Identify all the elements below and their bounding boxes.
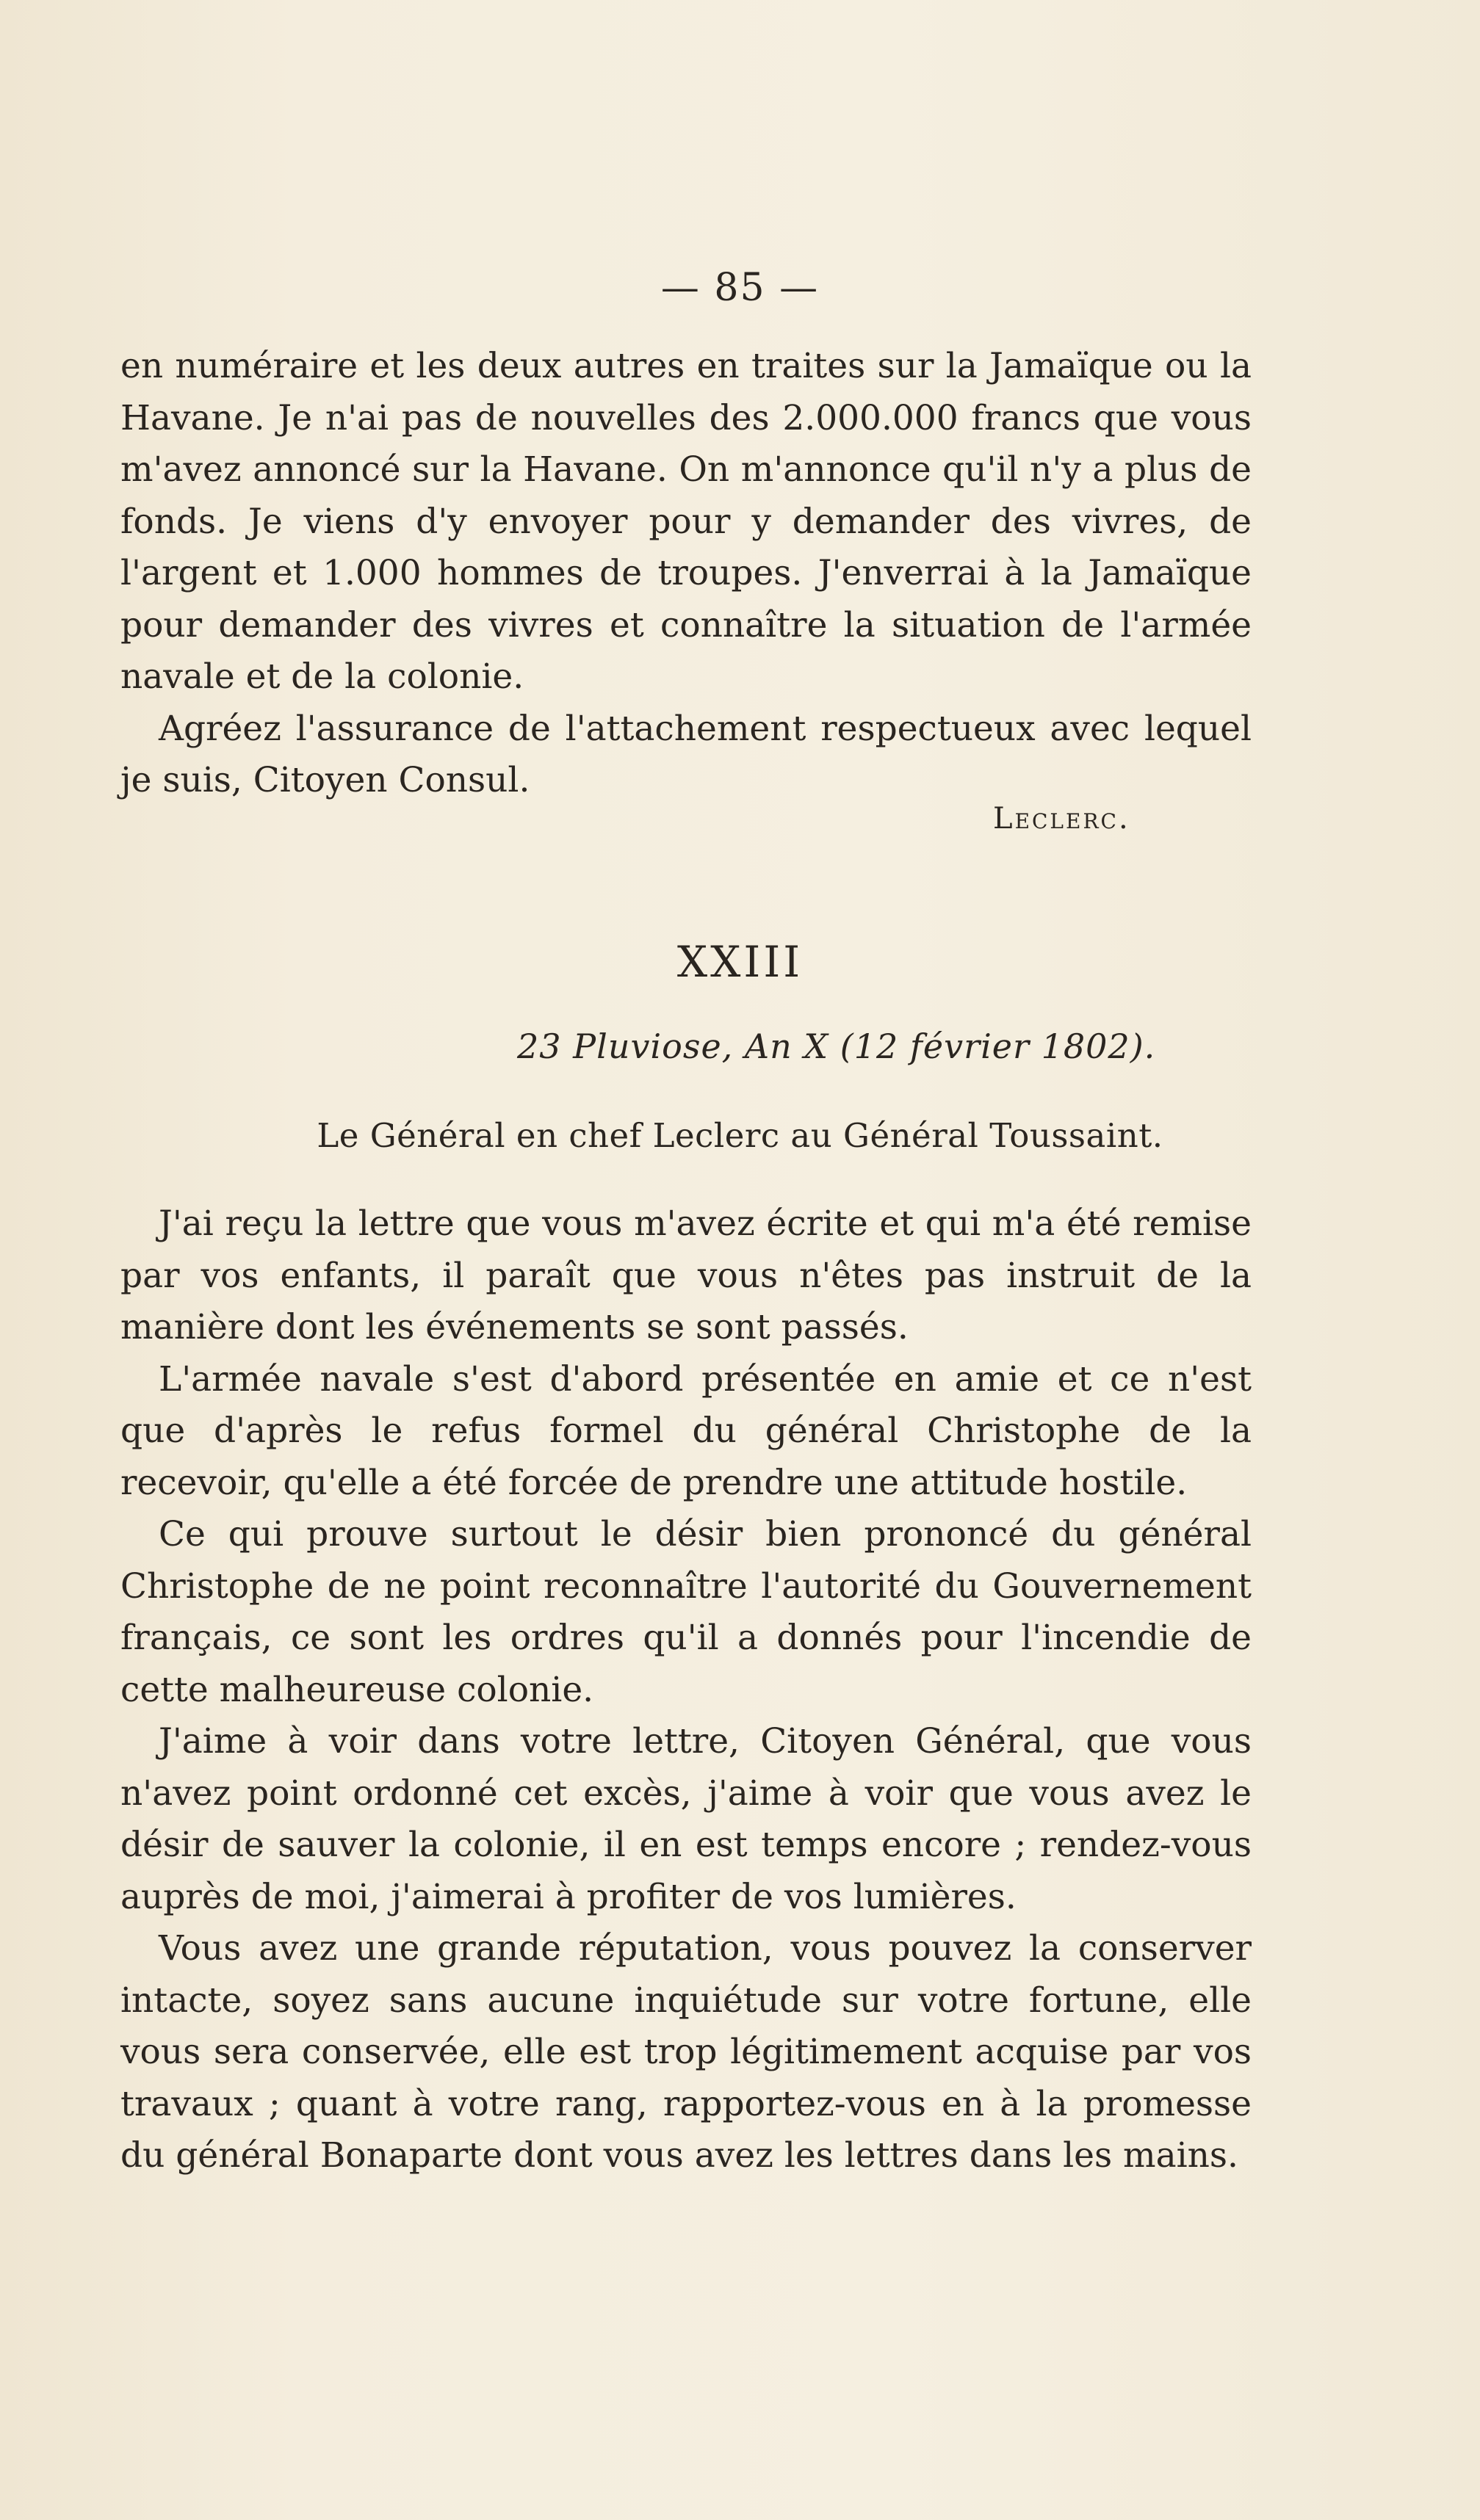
letter2-paragraph-3: Ce qui prouve surtout le désir bien prononcé du général Christophe de ne point reconnaître l'autorité du Gouvernement français, ce sont les ordres qu'il a donnés pour l'incendie de cette malheureuse colonie. [120, 1514, 1252, 1710]
letter1-paragraph-1: en numéraire et les deux autres en traites sur la Jamaïque ou la Havane. Je n'ai pas de nouvelles des 2.000.000 francs que vous m'avez annoncé sur la Havane. On m'annonce qu'il n'y a plus de fonds. Je viens d'y envoyer pour y demander des vivres, de l'argent et 1.000 hommes de troupes. J'enverrai à la Jamaïque pour demander des vivres et connaître la situation de l'armée navale et de la colonie. [120, 346, 1252, 697]
letter-heading: Le Général en chef Leclerc au Général Toussaint. [317, 1116, 1163, 1155]
letter2-paragraph-4: J'aime à voir dans votre lettre, Citoyen Général, que vous n'avez point ordonné cet excès, j'aime à voir que vous avez le désir de sauver la colonie, il en est temps encore ; rendez-vous auprès de moi, j'aimerai à profiter de vos lumières. [120, 1721, 1252, 1917]
letter1-body [120, 341, 1252, 807]
section-number: XXIII [676, 937, 804, 987]
letter2-paragraph-5: Vous avez une grande réputation, vous pouvez la conserver intacte, soyez sans aucune inquiétude sur votre fortune, elle vous sera conservée, elle est trop légitimement acquise par vos travaux ; quant à votre rang, rapportez-vous en à la promesse du général Bonaparte dont vous avez les lettres dans les mains. [120, 1928, 1252, 2176]
letter2-body [120, 1198, 1252, 2182]
page-number: — 85 — [660, 266, 820, 310]
signature: Leclerc. [993, 802, 1130, 836]
letter2-paragraph-2: L'armée navale s'est d'abord présentée en amie et ce n'est que d'après le refus formel du général Christophe de la recevoir, qu'elle a été forcée de prendre une attitude hostile. [120, 1358, 1252, 1503]
letter1-paragraph-2: Agréez l'assurance de l'attachement respectueux avec lequel je suis, Citoyen Consul. [120, 708, 1252, 800]
letter2-paragraph-1: J'ai reçu la lettre que vous m'avez écrite et qui m'a été remise par vos enfants, il paraît que vous n'êtes pas instruit de la manière dont les événements se sont passés. [120, 1203, 1252, 1347]
letter-date: 23 Pluviose, An X (12 février 1802). [517, 1027, 1156, 1066]
